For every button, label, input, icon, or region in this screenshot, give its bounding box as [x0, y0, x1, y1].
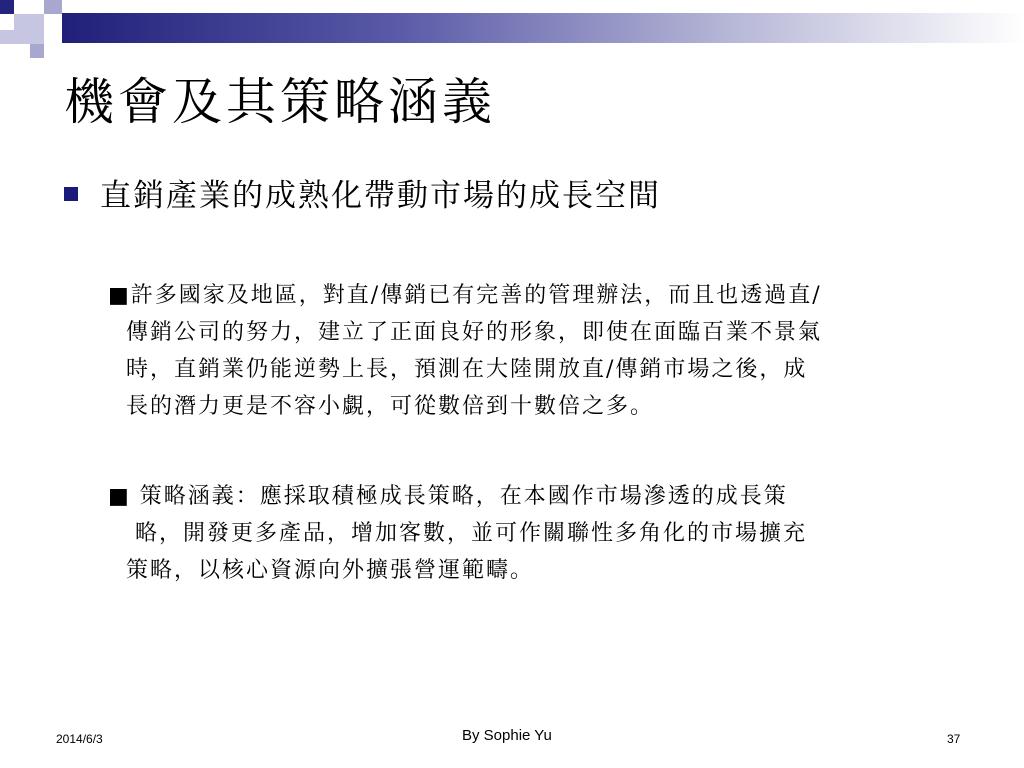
bullet-square-icon [64, 187, 78, 201]
footer-date: 2014/6/3 [56, 732, 103, 746]
paragraph-outlook [108, 277, 822, 425]
paragraph-line: 略，開發更多產品，增加客數，並可作關聯性多角化的市場擴充 [108, 521, 807, 546]
footer-author: By Sophie Yu [462, 727, 552, 744]
paragraph-line: ■許多國家及地區，對直/傳銷已有完善的管理辦法，而且也透過直/ [108, 283, 822, 308]
paragraph-line: 長的潛力更是不容小覷，可從數倍到十數倍之多。 [108, 394, 654, 419]
paragraph-strategy [108, 478, 807, 589]
paragraph-line: 傳銷公司的努力，建立了正面良好的形象，即使在面臨百業不景氣 [108, 320, 822, 345]
main-bullet [64, 170, 661, 215]
header-gradient-bar [62, 13, 1024, 43]
footer-page-number: 37 [947, 732, 961, 746]
paragraph-line: 策略，以核心資源向外擴張營運範疇。 [108, 558, 534, 583]
paragraph-line: ■ 策略涵義：應採取積極成長策略，在本國作市場滲透的成長策 [108, 484, 788, 509]
main-bullet-text: 直銷產業的成熟化帶動市場的成長空間 [100, 178, 661, 214]
slide-title: 機會及其策略涵義 [64, 73, 496, 131]
paragraph-line: 時，直銷業仍能逆勢上長，預測在大陸開放直/傳銷市場之後，成 [108, 357, 808, 382]
